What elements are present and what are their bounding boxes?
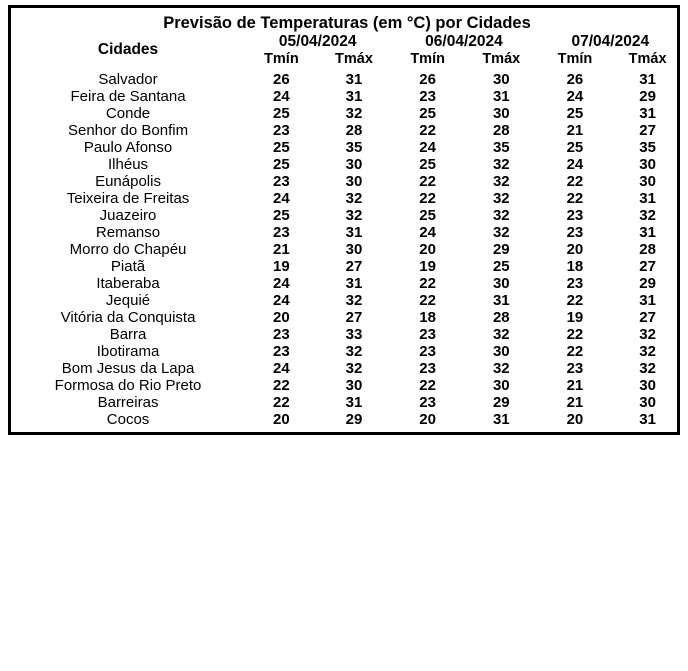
city-name: Juazeiro [99, 207, 157, 224]
footer-spacer-row [11, 428, 683, 432]
tmax-d1: 31 [345, 71, 363, 88]
tmin-d3: 19 [566, 309, 584, 326]
city-name: Cocos [106, 411, 150, 428]
table-row [11, 275, 683, 292]
tmax-d3: 31 [639, 190, 656, 207]
tmax-d1: 28 [345, 122, 363, 139]
tmin-d2: 25 [419, 207, 436, 224]
tmin-d1: 22 [273, 377, 290, 394]
city-name: Salvador [98, 71, 158, 88]
tmin-d2: 26 [419, 71, 436, 88]
tmin-d3: 26 [566, 71, 584, 88]
tmin-d3: 23 [566, 275, 584, 292]
city-name: Senhor do Bonfim [67, 122, 189, 139]
tmax-d3: 30 [639, 173, 656, 190]
tmax-d2: 28 [492, 309, 510, 326]
tmax-d2: 32 [492, 326, 510, 343]
tmax-d1: 32 [345, 190, 363, 207]
tmin-d2: 25 [419, 105, 436, 122]
tmax-d2: 35 [492, 139, 510, 156]
tmin-d2: 23 [419, 360, 436, 377]
city-name: Remanso [95, 224, 161, 241]
table-row [11, 156, 683, 173]
tmax-d3: 31 [639, 224, 656, 241]
tmin-d2: 24 [419, 139, 436, 156]
sub-header-tmin-1: Tmín [264, 51, 299, 67]
city-name: Jequié [105, 292, 151, 309]
tmax-d1: 35 [345, 139, 363, 156]
tmax-d1: 32 [345, 105, 363, 122]
table-row [11, 377, 683, 394]
tmin-d2: 23 [419, 394, 436, 411]
tmin-d3: 22 [566, 190, 584, 207]
tmin-d1: 23 [273, 224, 290, 241]
table-title: Previsão de Temperaturas (em °C) por Cidades [163, 14, 531, 32]
tmin-d3: 22 [566, 343, 584, 360]
tmax-d3: 27 [639, 309, 656, 326]
city-name: Bom Jesus da Lapa [61, 360, 195, 377]
city-name: Eunápolis [95, 173, 161, 190]
table-row [11, 411, 683, 428]
table-row [11, 139, 683, 156]
table-row [11, 343, 683, 360]
tmax-d2: 32 [492, 173, 510, 190]
tmax-d3: 29 [639, 275, 656, 292]
tmin-d1: 24 [273, 360, 290, 377]
tmax-d1: 33 [345, 326, 363, 343]
table-row [11, 173, 683, 190]
table-row [11, 105, 683, 122]
tmax-d3: 30 [639, 394, 656, 411]
tmax-d2: 30 [492, 377, 510, 394]
table-row [11, 394, 683, 411]
tmin-d2: 22 [419, 122, 436, 139]
tmax-d3: 31 [639, 71, 656, 88]
tmin-d2: 24 [419, 224, 436, 241]
tmax-d3: 31 [639, 105, 656, 122]
tmin-d1: 24 [273, 275, 290, 292]
tmin-d3: 25 [566, 105, 584, 122]
city-name: Formosa do Rio Preto [54, 377, 202, 394]
table-row [11, 207, 683, 224]
tmin-d2: 20 [419, 411, 436, 428]
tmin-d3: 23 [566, 207, 584, 224]
tmin-d3: 24 [566, 156, 584, 173]
tmax-d2: 32 [492, 207, 510, 224]
tmax-d1: 31 [345, 394, 363, 411]
tmin-d1: 24 [273, 292, 290, 309]
sub-header-tmax-1: Tmáx [335, 51, 373, 67]
tmin-d3: 24 [566, 88, 584, 105]
city-name: Vitória da Conquista [60, 309, 196, 326]
city-name: Teixeira de Freitas [66, 190, 190, 207]
date-header-2: 06/04/2024 [425, 33, 503, 50]
tmax-d3: 27 [639, 122, 656, 139]
tmin-d3: 20 [566, 241, 584, 258]
tmin-d3: 18 [566, 258, 584, 275]
tmax-d3: 30 [639, 156, 656, 173]
tmax-d2: 32 [492, 156, 510, 173]
tmin-d3: 21 [566, 377, 584, 394]
tmin-d1: 25 [273, 207, 290, 224]
table-row [11, 88, 683, 105]
tmin-d3: 21 [566, 394, 584, 411]
tmax-d2: 31 [492, 411, 510, 428]
forecast-table [11, 14, 683, 432]
date-header-3: 07/04/2024 [571, 33, 650, 50]
temperature-forecast-sheet [0, 5, 688, 671]
tmin-d2: 23 [419, 88, 436, 105]
tmax-d2: 32 [492, 224, 510, 241]
table-row [11, 224, 683, 241]
city-name: Barra [109, 326, 147, 343]
tmax-d1: 30 [345, 173, 363, 190]
tmax-d2: 32 [492, 360, 510, 377]
tmax-d3: 32 [639, 207, 656, 224]
tmax-d1: 30 [345, 156, 363, 173]
table-row [11, 326, 683, 343]
city-name: Conde [105, 105, 151, 122]
tmax-d1: 32 [345, 207, 363, 224]
tmin-d3: 20 [566, 411, 584, 428]
tmin-d3: 22 [566, 173, 584, 190]
tmax-d2: 30 [492, 343, 510, 360]
sub-header-tmin-2: Tmín [410, 51, 445, 67]
date-header-row [11, 33, 683, 51]
tmin-d3: 22 [566, 292, 584, 309]
city-name: Paulo Afonso [83, 139, 173, 156]
tmax-d3: 29 [639, 88, 656, 105]
tmin-d2: 22 [419, 275, 436, 292]
tmax-d2: 30 [492, 275, 510, 292]
table-row [11, 241, 683, 258]
city-name: Ibotirama [96, 343, 160, 360]
table-row [11, 309, 683, 326]
table-row [11, 360, 683, 377]
tmin-d1: 22 [273, 394, 290, 411]
tmin-d1: 23 [273, 326, 290, 343]
tmax-d1: 31 [345, 224, 363, 241]
tmin-d2: 18 [419, 309, 436, 326]
tmax-d3: 32 [639, 326, 656, 343]
tmax-d2: 32 [492, 190, 510, 207]
tmin-d2: 22 [419, 173, 436, 190]
tmin-d2: 23 [419, 326, 436, 343]
tmax-d1: 32 [345, 360, 363, 377]
tmax-d1: 27 [345, 258, 363, 275]
tmax-d2: 25 [492, 258, 510, 275]
tmax-d2: 30 [492, 71, 510, 88]
tmin-d1: 23 [273, 173, 290, 190]
tmin-d3: 25 [566, 139, 584, 156]
tmax-d3: 31 [639, 292, 656, 309]
tmax-d3: 30 [639, 377, 656, 394]
tmax-d3: 35 [639, 139, 656, 156]
tmin-d1: 25 [273, 156, 290, 173]
tmin-d1: 23 [273, 343, 290, 360]
tmin-d1: 19 [273, 258, 290, 275]
city-name: Piatã [110, 258, 146, 275]
tmax-d3: 31 [639, 411, 656, 428]
tmin-d1: 20 [273, 411, 290, 428]
tmax-d3: 32 [639, 343, 656, 360]
tmin-d3: 21 [566, 122, 584, 139]
tmax-d1: 32 [345, 343, 363, 360]
tmax-d2: 30 [492, 105, 510, 122]
city-name: Feira de Santana [70, 88, 186, 105]
tmin-d1: 26 [273, 71, 290, 88]
tmax-d3: 28 [639, 241, 656, 258]
tmin-d1: 25 [273, 139, 290, 156]
table-row [11, 190, 683, 207]
tmin-d2: 20 [419, 241, 436, 258]
tmin-d2: 22 [419, 377, 436, 394]
tmax-d2: 28 [492, 122, 510, 139]
tmin-d1: 23 [273, 122, 290, 139]
tmin-d1: 20 [273, 309, 290, 326]
table-title-row [11, 14, 683, 33]
tmax-d1: 27 [345, 309, 363, 326]
tmin-d1: 21 [273, 241, 290, 258]
tmin-d2: 22 [419, 292, 436, 309]
tmax-d1: 30 [345, 241, 363, 258]
table-body [11, 14, 683, 432]
tmax-d2: 31 [492, 88, 510, 105]
tmax-d2: 29 [492, 241, 510, 258]
tmax-d2: 31 [492, 292, 510, 309]
city-name: Morro do Chapéu [69, 241, 187, 258]
city-name: Itaberaba [96, 275, 160, 292]
tmax-d3: 32 [639, 360, 656, 377]
tmax-d1: 29 [345, 411, 363, 428]
tmin-d2: 22 [419, 190, 436, 207]
city-name: Ilhéus [108, 156, 149, 173]
tmin-d1: 24 [273, 190, 290, 207]
city-name: Barreiras [97, 394, 159, 411]
table-row [11, 122, 683, 139]
forecast-table-frame [8, 5, 680, 435]
sub-header-tmax-3: Tmáx [628, 51, 667, 67]
cities-column-header: Cidades [97, 41, 159, 58]
tmax-d1: 30 [345, 377, 363, 394]
sub-header-tmax-2: Tmáx [482, 51, 521, 67]
tmin-d2: 25 [419, 156, 436, 173]
tmin-d3: 23 [566, 224, 584, 241]
tmax-d1: 31 [345, 88, 363, 105]
tmin-d2: 23 [419, 343, 436, 360]
table-row [11, 258, 683, 275]
tmax-d1: 31 [345, 275, 363, 292]
table-row [11, 292, 683, 309]
tmin-d1: 24 [273, 88, 290, 105]
tmin-d3: 23 [566, 360, 584, 377]
table-row [11, 71, 683, 88]
sub-header-tmin-3: Tmín [557, 51, 593, 67]
date-header-1: 05/04/2024 [278, 33, 357, 50]
tmax-d1: 32 [345, 292, 363, 309]
tmin-d3: 22 [566, 326, 584, 343]
tmax-d2: 29 [492, 394, 510, 411]
tmin-d1: 25 [273, 105, 290, 122]
tmin-d2: 19 [419, 258, 436, 275]
tmax-d3: 27 [639, 258, 656, 275]
